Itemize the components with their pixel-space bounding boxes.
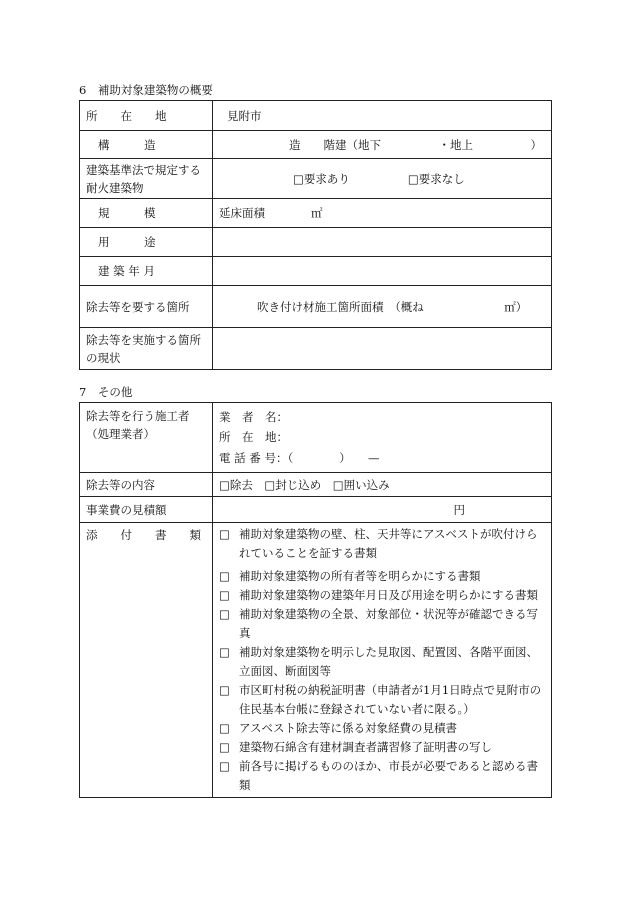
removal-area-label: 除去等を要する箇所 (80, 286, 213, 328)
section-6-heading: 6 補助対象建築物の概要 (79, 83, 213, 97)
contractor-label: 除去等を行う施工者（処理業者） (80, 403, 213, 473)
attachment-checkbox[interactable]: □ (219, 607, 230, 621)
attachments-label: 添 付 書 類 (80, 523, 213, 798)
use-label: 用 途 (80, 228, 213, 257)
attachment-checkbox[interactable]: □ (219, 721, 230, 735)
contractor-info (213, 403, 552, 473)
other-info-table (79, 402, 552, 798)
attachments-list (213, 523, 552, 798)
current-status-label: 除去等を実施する箇所の現状 (80, 328, 213, 370)
attachment-item: □ アスベスト除去等に係る対象経費の見積書 (219, 719, 545, 738)
attachment-item: □ 建築物石綿含有建材調査者講習修了証明書の写し (219, 738, 545, 757)
scale-label: 規 模 (80, 199, 213, 228)
attachment-item: □ 補助対象建築物の壁、柱、天井等にアスベストが吹付けられていることを証する書類 (219, 525, 545, 563)
use-value (213, 228, 552, 257)
construction-year-label: 建 築 年 月 (80, 257, 213, 286)
attachment-checkbox[interactable]: □ (219, 588, 230, 602)
location-value: 見附市 (213, 101, 552, 131)
attachment-item: □ 補助対象建築物を明示した見取図、配置図、各階平面図、立面図、断面図等 (219, 643, 545, 681)
cost-estimate-value: 円 (213, 497, 552, 523)
attachment-checkbox[interactable]: □ (219, 569, 230, 583)
fire-resistant-label: 建築基準法で規定する耐火建築物 (80, 159, 213, 199)
cost-estimate-label: 事業費の見積額 (80, 497, 213, 523)
work-content-label: 除去等の内容 (80, 473, 213, 497)
contractor-name-line: 業 者 名： (219, 409, 288, 424)
attachment-checkbox[interactable]: □ (219, 683, 230, 697)
attachment-checkbox[interactable]: □ (219, 527, 230, 541)
attachment-item: □ 補助対象建築物の全景、対象部位・状況等が確認できる写真 (219, 605, 545, 643)
attachment-checkbox[interactable]: □ (219, 740, 230, 754)
attachment-item: □ 前各号に掲げるもののほか、市長が必要であると認める書類 (219, 757, 545, 795)
attachment-item: □ 補助対象建築物の建築年月日及び用途を明らかにする書類 (219, 586, 545, 605)
work-content-options[interactable]: □除去 □封じ込め □囲い込み (213, 473, 552, 497)
attachment-checkbox[interactable]: □ (219, 645, 230, 659)
attachment-item: □ 補助対象建築物の所有者等を明らかにする書類 (219, 567, 545, 586)
attachment-checkbox[interactable]: □ (219, 759, 230, 773)
current-status-value (213, 328, 552, 370)
fire-resistant-options (213, 159, 552, 199)
removal-area-value: 吹き付け材施工箇所面積 （概ね ㎡） (213, 286, 552, 328)
scale-value: 延床面積 ㎡ (213, 199, 552, 228)
attachment-item: □ 市区町村税の納税証明書（申請者が1月1日時点で見附市の住民基本台帳に登録されていない者に限る。） (219, 681, 545, 719)
location-label: 所 在 地 (80, 101, 213, 131)
structure-value: 造 階建（地下 ・地上 ） (213, 131, 552, 159)
construction-year-value (213, 257, 552, 286)
structure-label: 構 造 (80, 131, 213, 159)
contractor-phone-line: 電 話 番 号：（ ） — (219, 450, 380, 465)
requirement-yes-checkbox[interactable]: □要求あり (293, 171, 350, 186)
requirement-no-checkbox[interactable]: □要求なし (407, 171, 465, 186)
building-overview-table (79, 100, 552, 370)
contractor-address-line: 所 在 地： (219, 430, 288, 445)
section-7-heading: 7 その他 (79, 385, 133, 399)
